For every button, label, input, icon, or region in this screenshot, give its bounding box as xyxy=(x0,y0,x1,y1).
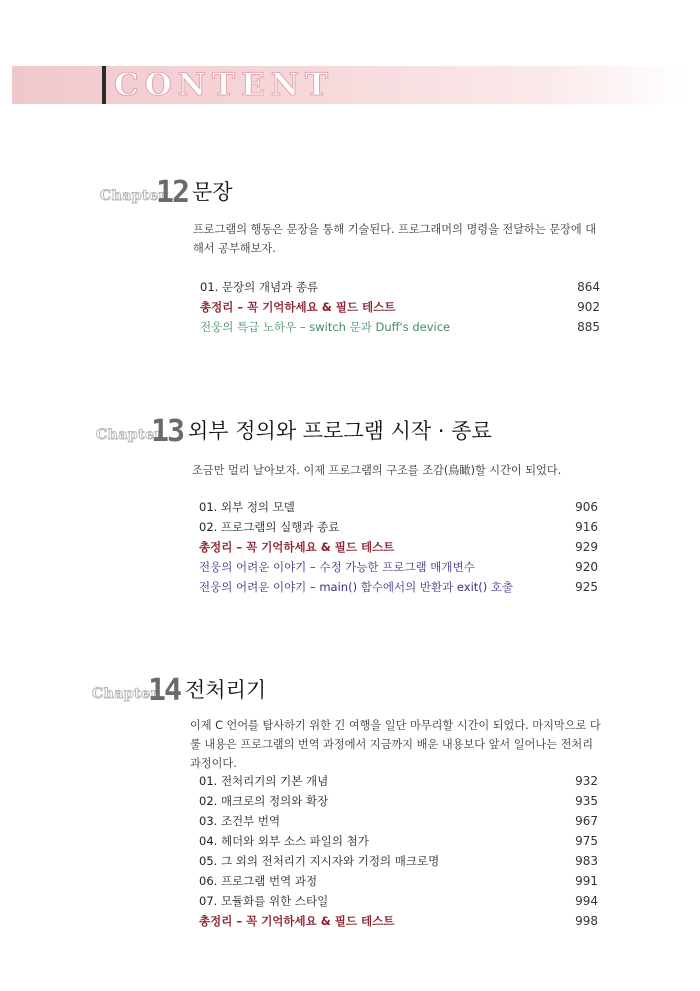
toc-item[interactable] xyxy=(199,497,598,517)
toc-item[interactable] xyxy=(199,891,598,911)
chapter-number: 13 xyxy=(151,414,184,449)
toc-item-page: 906 xyxy=(575,500,598,514)
toc-list xyxy=(199,497,598,597)
toc-item-label: 05. 그 외의 전처리기 지시자와 기정의 매크로명 xyxy=(199,854,440,868)
toc-item[interactable] xyxy=(200,317,600,337)
toc-item[interactable] xyxy=(200,277,600,297)
toc-item-label: 01. 전처리기의 기본 개념 xyxy=(199,774,329,788)
toc-item[interactable] xyxy=(199,871,598,891)
toc-item-page: 991 xyxy=(575,874,598,888)
toc-item-label: 총정리 – 꼭 기억하세요 & 필드 테스트 xyxy=(199,540,395,554)
chapter-description: 조금만 멀리 날아보자. 이제 프로그램의 구조를 조감(鳥瞰)할 시간이 되었다. xyxy=(192,464,562,477)
chapter-word: Chapter xyxy=(92,686,159,702)
toc-item-label: 02. 매크로의 정의와 확장 xyxy=(199,794,329,808)
toc-item-page: 994 xyxy=(575,894,598,908)
toc-item-label: 02. 프로그램의 실행과 종료 xyxy=(199,520,340,534)
toc-item[interactable] xyxy=(199,851,598,871)
toc-item-page: 920 xyxy=(575,560,598,574)
toc-item-page: 902 xyxy=(577,300,600,314)
toc-item[interactable] xyxy=(199,557,598,577)
chapter-number: 12 xyxy=(156,175,189,210)
toc-item-label: 01. 문장의 개념과 종류 xyxy=(200,280,319,294)
chapter-heading xyxy=(0,176,700,208)
toc-item-page: 925 xyxy=(575,580,598,594)
toc-item-page: 929 xyxy=(575,540,598,554)
toc-item-page: 885 xyxy=(577,320,600,334)
chapter-description: 이제 C 언어를 탐사하기 위한 긴 여행을 일단 마무리할 시간이 되었다. 마지막으로 다룰 내용은 프로그램의 번역 과정에서 지금까지 배운 내용보다 앞서 일어나는 전처리 과정이다. xyxy=(190,719,601,770)
toc-item-page: 975 xyxy=(575,834,598,848)
toc-item-label: 전웅의 어려운 이야기 – 수정 가능한 프로그램 매개변수 xyxy=(199,560,475,574)
chapter-word: Chapter xyxy=(96,427,163,443)
toc-item[interactable] xyxy=(199,537,598,557)
toc-item-label: 03. 조건부 번역 xyxy=(199,814,281,828)
toc-item[interactable] xyxy=(199,831,598,851)
toc-item-label: 07. 모듈화를 위한 스타일 xyxy=(199,894,329,908)
toc-item-page: 864 xyxy=(577,280,600,294)
chapter-title: 문장 xyxy=(192,180,233,204)
toc-item-label: 04. 헤더와 외부 소스 파일의 첨가 xyxy=(199,834,369,848)
toc-item-page: 998 xyxy=(575,914,598,928)
banner-divider xyxy=(102,66,106,104)
toc-list xyxy=(200,277,600,337)
toc-item[interactable] xyxy=(199,791,598,811)
toc-item-page: 932 xyxy=(575,774,598,788)
chapter-description: 프로그램의 행동은 문장을 통해 기술된다. 프로그래머의 명령을 전달하는 문장에 대해서 공부해보자. xyxy=(193,223,597,255)
toc-item[interactable] xyxy=(199,771,598,791)
toc-item[interactable] xyxy=(199,517,598,537)
chapter-title: 외부 정의와 프로그램 시작 · 종료 xyxy=(188,419,492,443)
toc-item[interactable] xyxy=(199,811,598,831)
chapter-heading xyxy=(0,415,700,447)
toc-item[interactable] xyxy=(199,577,598,597)
toc-item-page: 967 xyxy=(575,814,598,828)
toc-item[interactable] xyxy=(200,297,600,317)
toc-list xyxy=(199,771,598,931)
content-banner xyxy=(12,66,688,104)
toc-item-page: 935 xyxy=(575,794,598,808)
page-title: CONTENT xyxy=(114,67,335,103)
toc-item-page: 983 xyxy=(575,854,598,868)
chapter-title: 전처리기 xyxy=(185,678,267,702)
chapter-heading xyxy=(0,674,700,706)
toc-item-label: 전웅의 어려운 이야기 – main() 함수에서의 반환과 exit() 호출 xyxy=(199,580,514,594)
toc-item-page: 916 xyxy=(575,520,598,534)
toc-item-label: 01. 외부 정의 모델 xyxy=(199,500,295,514)
chapter-word: Chapter xyxy=(100,188,167,204)
toc-item-label: 총정리 – 꼭 기억하세요 & 필드 테스트 xyxy=(199,914,395,928)
toc-item-label: 06. 프로그램 번역 과정 xyxy=(199,874,318,888)
chapter-number: 14 xyxy=(148,673,181,708)
toc-item-label: 전웅의 특급 노하우 – switch 문과 Duff's device xyxy=(200,320,451,334)
toc-item[interactable] xyxy=(199,911,598,931)
toc-item-label: 총정리 – 꼭 기억하세요 & 필드 테스트 xyxy=(200,300,396,314)
